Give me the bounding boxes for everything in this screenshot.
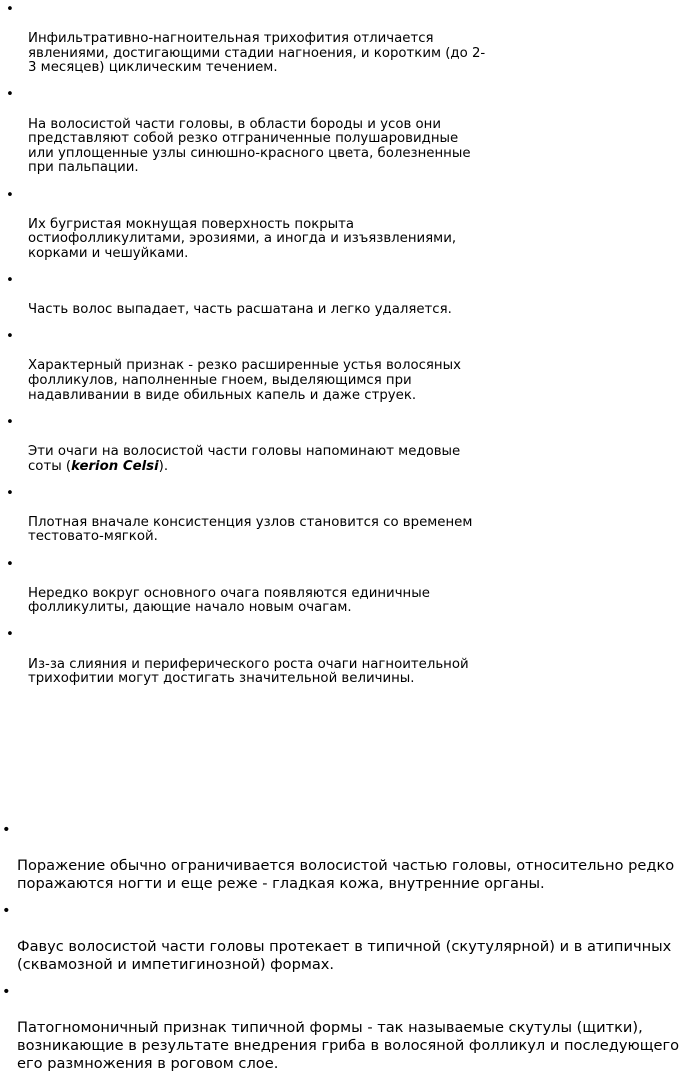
bullet-icon: • [6, 87, 14, 103]
bullet-icon: • [6, 187, 14, 203]
list-item-text: Характерный признак - резко расширенные устья волосяных фолликулов, наполненные гноем, выделяющимся при надавливании в виде обильных капель и даже струек. [28, 358, 461, 403]
bullet-icon: • [6, 2, 14, 17]
bottom-bullet-list [2, 821, 688, 1082]
list-item-text: Часть волос выпадает, часть расшатана и легко удаляется. [28, 302, 452, 318]
list-item-text: Их бугристая мокнущая поверхность покрыта остиофолликулитами, эрозиями, а иногда и изъязвлениями, корками и чешуйками. [28, 216, 457, 261]
bullet-icon: • [2, 821, 11, 838]
list-item-text-before: Эти очаги на волосистой части головы напоминают медовые соты ( [28, 443, 461, 474]
bullet-icon: • [6, 414, 14, 430]
list-item-text: Инфильтративно-нагноительная трихофития отличается явлениями, достигающими стадии нагноения, и коротким (до 2- 3 месяцев) циклическим течением. [28, 31, 486, 76]
list-item-text: Патогномоничный признак типичной формы - так называемые скутулы (щитки), возникающие в результате внедрения гриба в волосяной фолликул и последующего его размножения в роговом слое. [17, 1019, 680, 1072]
list-item-text: На волосистой части головы, в области бороды и усов они представляют собой резко отграниченные полушаровидные или уплощенные узлы синюшно-красного цвета, болезненные при пальпации. [28, 116, 471, 176]
kerion-celsi-term: kerion Celsi [71, 458, 159, 474]
list-item-text-after: ). [158, 458, 169, 474]
bullet-icon: • [6, 485, 14, 501]
bullet-icon: • [6, 329, 14, 345]
bullet-icon: • [2, 983, 11, 1000]
list-item [6, 3, 526, 76]
top-bullet-list [6, 3, 526, 699]
list-item [6, 330, 526, 403]
list-item [6, 274, 526, 318]
list-item [6, 628, 526, 686]
list-item-text: Нередко вокруг основного очага появляются единичные фолликулиты, дающие начало новым очагам. [28, 585, 430, 616]
list-item [6, 558, 526, 616]
list-item [2, 902, 688, 974]
list-item-text: Плотная вначале консистенция узлов становится со временем тестовато-мягкой. [28, 514, 473, 545]
list-item [2, 821, 688, 893]
list-item-text: Из-за слияния и периферического роста очаги нагноительной трихофитии могут достигать значительной величины. [28, 656, 469, 687]
list-item [6, 189, 526, 262]
list-item [2, 983, 688, 1073]
list-item-text: Фавус волосистой части головы протекает в типичной (скутулярной) и в атипичных (сквамозной и импетигинозной) формах. [17, 938, 672, 973]
bullet-icon: • [6, 273, 14, 288]
bullet-icon: • [6, 556, 14, 572]
bullet-icon: • [2, 902, 11, 919]
bullet-icon: • [6, 627, 14, 643]
list-item-kerion [6, 416, 526, 474]
list-item-text: Поражение обычно ограничивается волосистой частью головы, относительно редко поражаются ногти и еще реже - гладкая кожа, внутренние органы. [17, 857, 675, 892]
list-item [6, 487, 526, 545]
list-item [6, 88, 526, 176]
